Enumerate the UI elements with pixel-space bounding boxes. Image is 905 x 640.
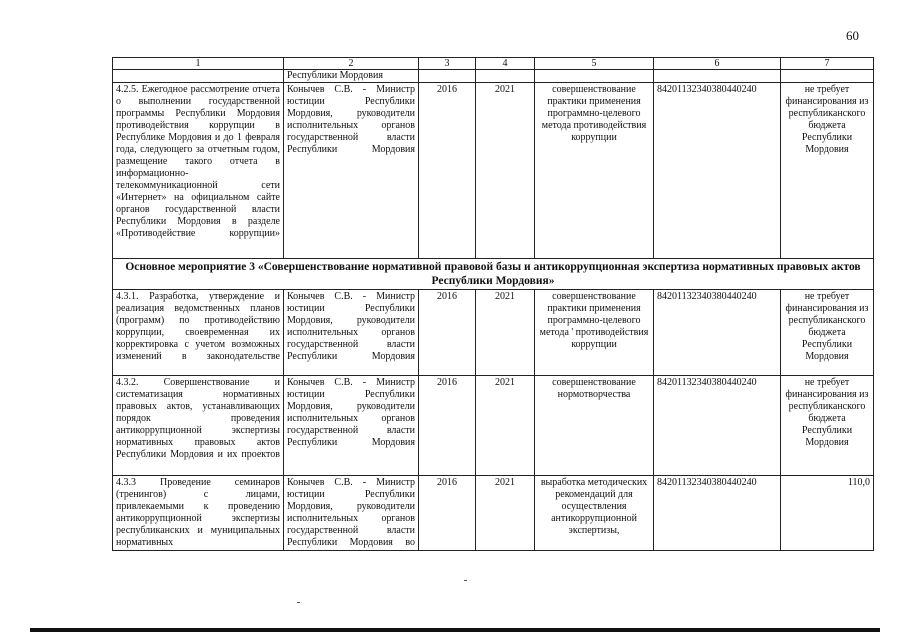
responsible-executor: Конычев С.В. - Министр юстиции Республики Мордовия, руководители исполнительных органов государственной власти Республики Мордовия (284, 290, 419, 376)
budget-code: 84201132340380440240 (654, 290, 781, 376)
financing: не требует финансирования из республиканского бюджета Республики Мордовия (781, 376, 874, 476)
budget-code: 84201132340380440240 (654, 376, 781, 476)
measure-description: 4.2.5. Ежегодное рассмотрение отчета о выполнении государственной программы Республики Мордовия противодействия коррупции в Республике Мордовия и до 1 февраля года, следующего за отчетным годом, размещение такого отчета в информационно-телекоммуникационной сети «Интернет» на официальном сайте органов государственной власти Республики Мордовия в разделе «Противодействие коррупции» (113, 83, 284, 259)
page-number: 60 (846, 28, 859, 43)
section-row (113, 259, 874, 290)
responsible-executor: Конычев С.В. - Министр юстиции Республики Мордовия, руководители исполнительных органов государственной власти Республики Мордовия (284, 376, 419, 476)
column-number-3: 3 (419, 58, 476, 70)
start-year: 2016 (419, 83, 476, 259)
table-header-row (113, 58, 874, 70)
measure-description: 4.3.3 Проведение семинаров (тренингов) с лицами, привлекаемыми к проведению антикоррупционной экспертизы республиканских и муниципальных нормативных (113, 476, 284, 551)
responsible-executor: Конычев С.В. - Министр юстиции Республики Мордовия, руководители исполнительных органов государственной власти Республики Мордовия во (284, 476, 419, 551)
measure-description: 4.3.2. Совершенствование и систематизация нормативных правовых актов, устанавливающих порядок проведения антикоррупционной экспертизы нормативных правовых актов Республики Мордовия и их проектов (113, 376, 284, 476)
financing: не требует финансирования из республиканского бюджета Республики Мордовия (781, 290, 874, 376)
start-year: 2016 (419, 376, 476, 476)
end-year: 2021 (476, 476, 535, 551)
table-row (113, 376, 874, 476)
continuation-row (113, 70, 874, 83)
scan-artifact (297, 602, 300, 603)
table-row (113, 290, 874, 376)
end-year: 2021 (476, 83, 535, 259)
continuation-text: Республики Мордовия (284, 70, 419, 83)
table-row (113, 83, 874, 259)
responsible-executor: Конычев С.В. - Министр юстиции Республики Мордовия, руководители исполнительных органов государственной власти Республики Мордовия (284, 83, 419, 259)
column-number-5: 5 (535, 58, 654, 70)
expected-result: выработка методических рекомендаций для осуществления антикоррупционной экспертизы, (535, 476, 654, 551)
expected-result: совершенствование нормотворчества (535, 376, 654, 476)
expected-result: совершенствование практики применения программно-целевого метода ' противодействия коррупции (535, 290, 654, 376)
scan-edge-line (30, 628, 880, 632)
column-number-7: 7 (781, 58, 874, 70)
start-year: 2016 (419, 290, 476, 376)
column-number-4: 4 (476, 58, 535, 70)
end-year: 2021 (476, 376, 535, 476)
column-number-6: 6 (654, 58, 781, 70)
measure-description: 4.3.1. Разработка, утверждение и реализация ведомственных планов (программ) по противодействию коррупции, своевременная их корректировка с учетом возможных изменений в законодательстве (113, 290, 284, 376)
start-year: 2016 (419, 476, 476, 551)
financing: не требует финансирования из республиканского бюджета Республики Мордовия (781, 83, 874, 259)
budget-code: 84201132340380440240 (654, 83, 781, 259)
column-number-2: 2 (284, 58, 419, 70)
section-title: Основное мероприятие 3 «Совершенствование нормативной правовой базы и антикоррупционная экспертиза нормативных правовых актов Республики Мордовия» (113, 259, 874, 290)
program-table (112, 57, 874, 551)
expected-result: совершенствование практики применения программно-целевого метода противодействия коррупции (535, 83, 654, 259)
end-year: 2021 (476, 290, 535, 376)
budget-code: 84201132340380440240 (654, 476, 781, 551)
table-row (113, 476, 874, 551)
column-number-1: 1 (113, 58, 284, 70)
financing: 110,0 (781, 476, 874, 551)
scan-artifact (464, 580, 467, 581)
